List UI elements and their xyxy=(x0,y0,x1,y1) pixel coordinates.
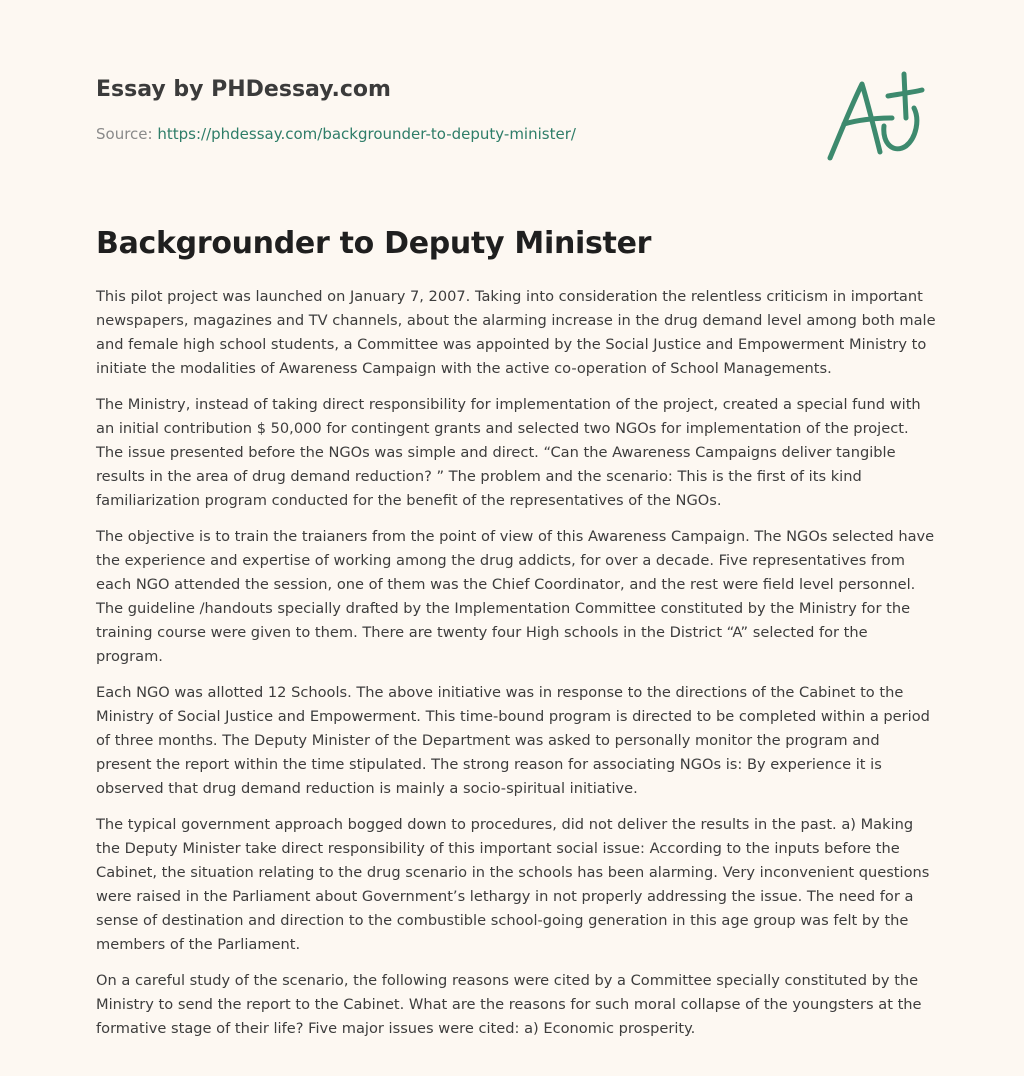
article-paragraph: The typical government approach bogged down to procedures, did not deliver the results in the past. a) Making the Deputy Minister take direct responsibility of this important social issue: According to the inputs before the Cabinet, the situation relating to the drug scenario in the schools has been alarming. Very inconvenient questions were raised in the Parliament about Government’s lethargy in not properly addressing the issue. The need for a sense of destination and direction to the combustible school-going generation in this age group was felt by the members of the Parliament. xyxy=(96,816,930,953)
article-paragraph: On a careful study of the scenario, the following reasons were cited by a Committee specially constituted by the Ministry to send the report to the Cabinet. What are the reasons for such moral collapse of the youngsters at the formative stage of their life? Five major issues were cited: a) Economic prosperity. xyxy=(96,972,922,1037)
article-paragraph: Each NGO was allotted 12 Schools. The above initiative was in response to the directions of the Cabinet to the Ministry of Social Justice and Empowerment. This time-bound program is directed to be completed within a period of three months. The Deputy Minister of the Department was asked to personally monitor the program and present the report within the time stipulated. The strong reason for associating NGOs is: By experience it is observed that drug demand reduction is mainly a socio-spiritual initiative. xyxy=(96,684,930,797)
source-line xyxy=(96,124,576,144)
article-paragraph: This pilot project was launched on January 7, 2007. Taking into consideration the relentless criticism in important newspapers, magazines and TV channels, about the alarming increase in the drug demand level among both male and female high school students, a Committee was appointed by the Social Justice and Empowerment Ministry to initiate the modalities of Awareness Campaign with the active co-operation of School Managements. xyxy=(96,288,936,377)
a-plus-grade-logo-icon xyxy=(822,68,928,164)
article-title: Backgrounder to Deputy Minister xyxy=(96,226,652,261)
article-paragraph: The objective is to train the traianers from the point of view of this Awareness Campaign. The NGOs selected have the experience and expertise of working among the drug addicts, for over a decade. Five representatives from each NGO attended the session, one of them was the Chief Coordinator, and the rest were field level personnel. The guideline /handouts specially drafted by the Implementation Committee constituted by the Ministry for the training course were given to them. There are twenty four High schools in the District “A” selected for the program. xyxy=(96,528,935,665)
article-body xyxy=(96,285,936,1053)
source-label: Source: xyxy=(96,125,153,143)
source-link[interactable]: https://phdessay.com/backgrounder-to-deputy-minister/ xyxy=(157,125,576,143)
page-header xyxy=(96,76,576,144)
article-paragraph: The Ministry, instead of taking direct responsibility for implementation of the project, created a special fund with an initial contribution $ 50,000 for contingent grants and selected two NGOs for implementation of the project. The issue presented before the NGOs was simple and direct. “Can the Awareness Campaigns deliver tangible results in the area of drug demand reduction? ” The problem and the scenario: This is the first of its kind familiarization program conducted for the benefit of the representatives of the NGOs. xyxy=(96,396,921,509)
brand-title: Essay by PHDessay.com xyxy=(96,77,391,102)
